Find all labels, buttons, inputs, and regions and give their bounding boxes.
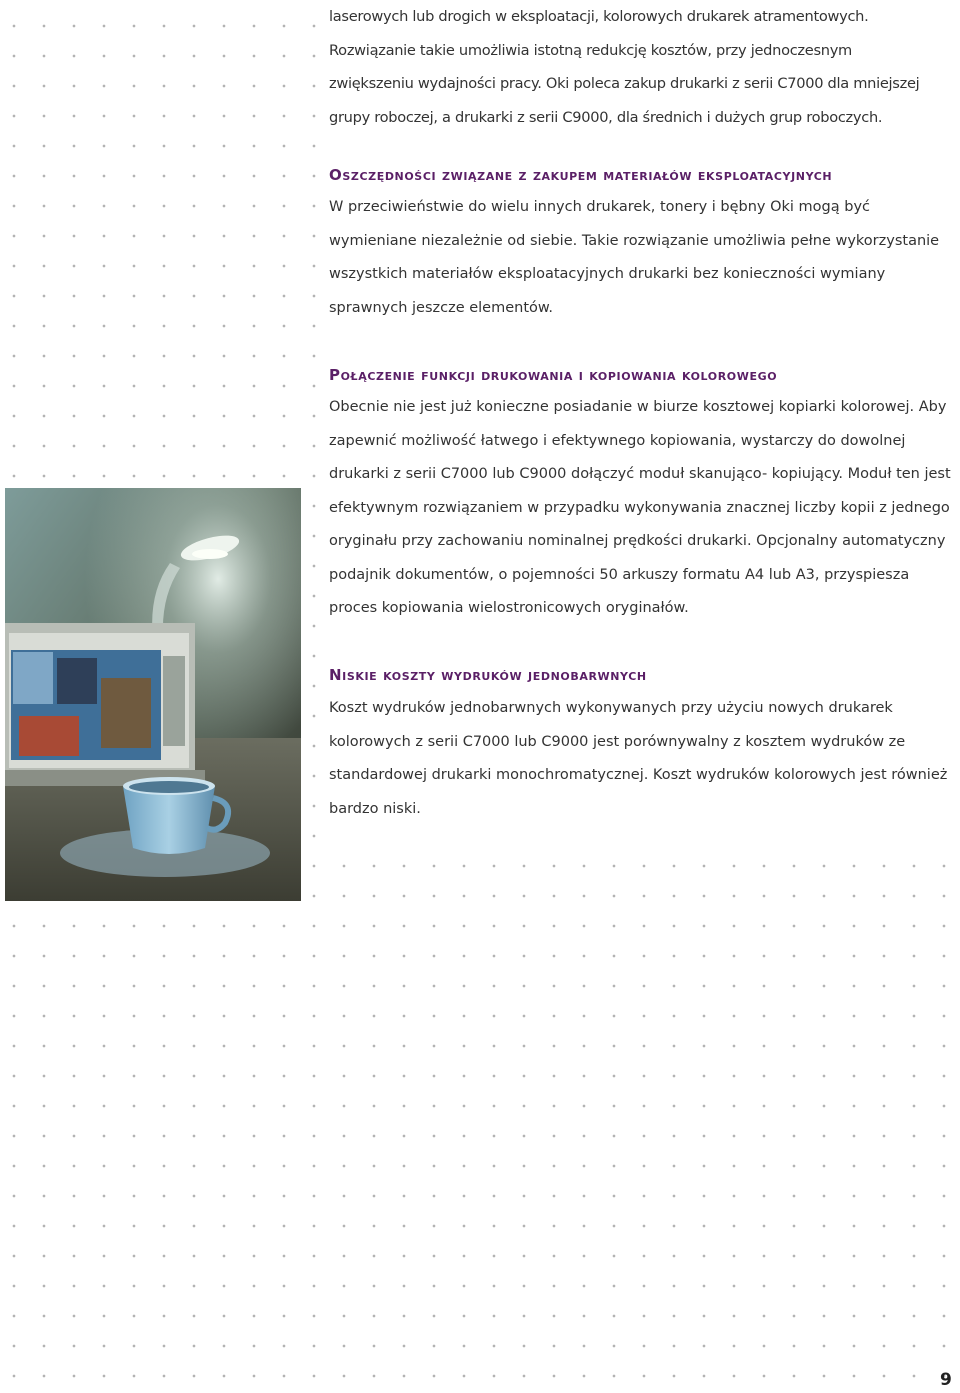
office-photo: [5, 488, 301, 901]
section-body-copying: Obecnie nie jest już konieczne posiadanie w biurze kosztowej kopiarki kolorowej. Aby zapewnić możliwość łatwego i efektywnego kopiowania, wystarczy do dowolnej drukarki z serii C7000 lub C9000 dołączyć moduł skanująco- kopiujący. Moduł ten jest efektywnym rozwiązaniem w przypadku wykonywania znacznej liczby kopii z jednego oryginału przy zachowaniu nominalnej prędkości drukarki. Opcjonalny automatyczny podajnik dokumentów, o pojemności 50 arkuszy formatu A4 lub A3, przyspiesza proces kopiowania wielostronicowych oryginałów.: [329, 399, 951, 616]
intro-line: zwiększeniu wydajności pracy. Oki poleca zakup drukarki z serii C7000 dla mniejszej: [329, 75, 920, 92]
intro-line: Rozwiązanie takie umożliwia istotną redukcję kosztów, przy jednoczesnym: [329, 41, 852, 59]
section-heading-mono-costs: Niskie koszty wydruków jednobarwnych: [329, 666, 647, 684]
intro-line: laserowych lub drogich w eksploatacji, kolorowych drukarek atramentowych.: [329, 8, 869, 25]
section-body-mono-costs: Koszt wydruków jednobarwnych wykonywanych przy użyciu nowych drukarek kolorowych z serii C7000 lub C9000 jest porównywalny z kosztem wydruków ze standardowej drukarki monochromatycznej. Koszt wydruków kolorowych jest również bardzo niski.: [329, 700, 948, 817]
intro-paragraph: [329, 0, 957, 134]
page-number: 9: [940, 1370, 952, 1390]
intro-line: grupy roboczej, a drukarki z serii C9000, dla średnich i dużych grup roboczych.: [329, 108, 883, 126]
section-heading-consumables: Oszczędności związane z zakupem materiałów eksploatacyjnych: [329, 166, 833, 184]
section-heading-copying: Połączenie funkcji drukowania i kopiowania kolorowego: [329, 366, 778, 384]
section-body-consumables: W przeciwieństwie do wielu innych drukarek, tonery i bębny Oki mogą być wymieniane niezależnie od siebie. Takie rozwiązanie umożliwia pełne wykorzystanie wszystkich materiałów eksploatacyjnych drukarki bez konieczności wymiany sprawnych jeszcze elementów.: [329, 199, 940, 316]
